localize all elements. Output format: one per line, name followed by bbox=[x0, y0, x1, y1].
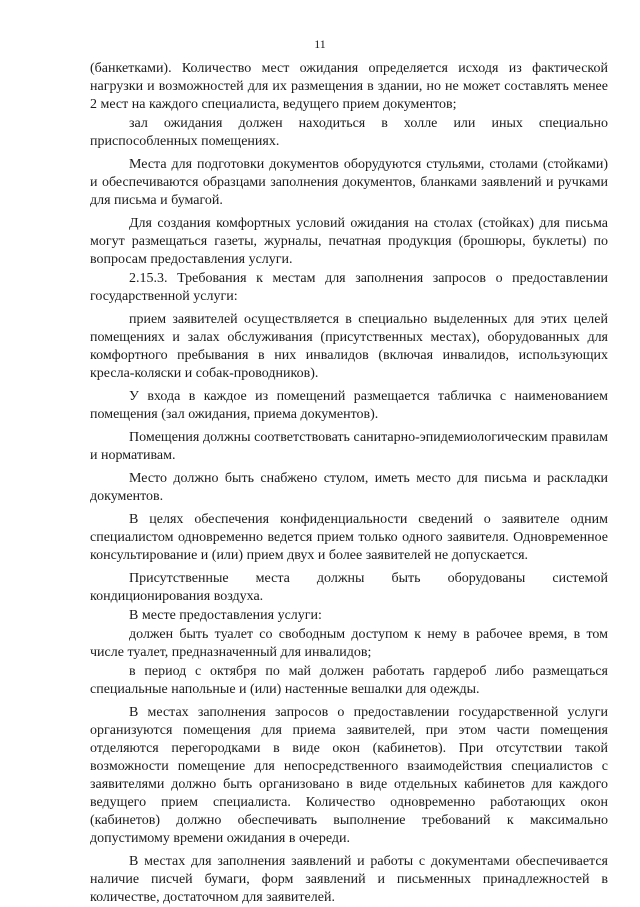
paragraph: В целях обеспечения конфиденциальности сведений о заявителе одним специалистом одновременно ведется прием только одного заявителя. Одновременное консультирование и (или) прием двух и более заявителей не допускается. bbox=[90, 512, 608, 563]
paragraph: в период с октября по май должен работать гардероб либо размещаться специальные напольные и (или) настенные вешалки для одежды. bbox=[90, 664, 608, 697]
paragraph: должен быть туалет со свободным доступом к нему в рабочее время, в том числе туалет, предназначенный для инвалидов; bbox=[90, 627, 608, 660]
paragraph: (банкетками). Количество мест ожидания определяется исходя из фактической нагрузки и возможностей для их размещения в здании, но не может составлять менее 2 мест на каждого специалиста, ведущего прием документов; bbox=[90, 61, 608, 112]
paragraph: зал ожидания должен находиться в холле или иных специально приспособленных помещениях. bbox=[90, 116, 608, 149]
paragraph: Места для подготовки документов оборудуются стульями, столами (стойками) и обеспечиваются образцами заполнения документов, бланками заявлений и ручками для письма и бумагой. bbox=[90, 157, 608, 208]
paragraph: прием заявителей осуществляется в специально выделенных для этих целей помещениях и залах обслуживания (присутственных местах), оборудованных для комфортного пребывания в них инвалидов (включая инвалидов, использующих кресла-коляски и собак-проводников). bbox=[90, 312, 608, 381]
page-number: 11 bbox=[314, 37, 326, 51]
document-body bbox=[90, 60, 608, 907]
paragraph: В месте предоставления услуги: bbox=[129, 608, 322, 623]
paragraph: Присутственные места должны быть оборудованы системой кондиционирования воздуха. bbox=[90, 571, 608, 604]
paragraph: Помещения должны соответствовать санитарно-эпидемиологическим правилам и нормативам. bbox=[90, 430, 608, 463]
paragraph: У входа в каждое из помещений размещается табличка с наименованием помещения (зал ожидания, приема документов). bbox=[90, 389, 608, 422]
paragraph: В местах для заполнения заявлений и работы с документами обеспечивается наличие писчей бумаги, форм заявлений и письменных принадлежностей в количестве, достаточном для заявителей. bbox=[90, 854, 608, 905]
paragraph: Место должно быть снабжено стулом, иметь место для письма и раскладки документов. bbox=[90, 471, 608, 504]
paragraph: Для создания комфортных условий ожидания на столах (стойках) для письма могут размещаться газеты, журналы, печатная продукция (брошюры, буклеты) по вопросам предоставления услуги. bbox=[90, 216, 608, 267]
paragraph: 2.15.3. Требования к местам для заполнения запросов о предоставлении государственной услуги: bbox=[90, 271, 608, 304]
paragraph: В местах заполнения запросов о предоставлении государственной услуги организуются помещения для приема заявителей, при этом части помещения отделяются перегородками в виде окон (кабинетов). При отсутствии такой возможности помещение для непосредственного взаимодействия специалистов с заявителями должно быть организовано в виде отдельных кабинетов для каждого ведущего прием специалиста. Количество одновременно работающих окон (кабинетов) должно обеспечивать выполнение требований к максимально допустимому времени ожидания в очереди. bbox=[90, 705, 608, 846]
